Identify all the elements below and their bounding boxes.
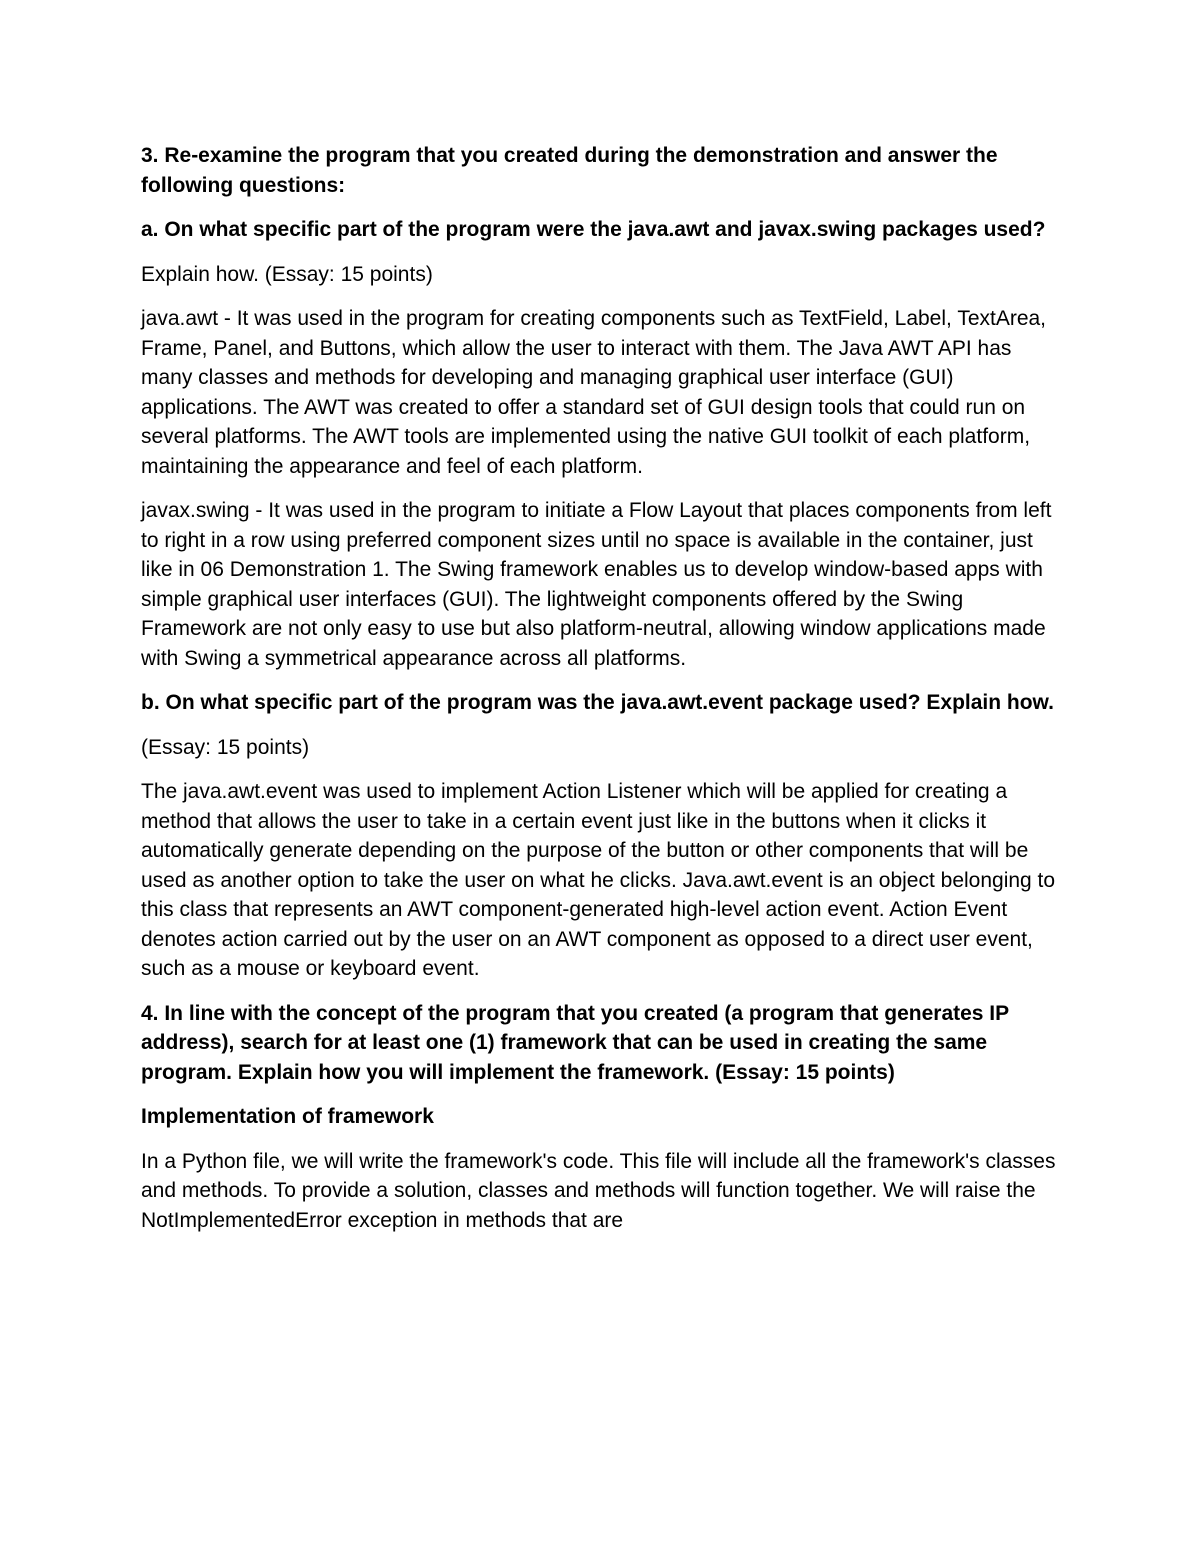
question-3a-heading: a. On what specific part of the program were the java.awt and javax.swing packages used?: [141, 218, 1046, 241]
answer-3a-swing-paragraph: javax.swing - It was used in the program to initiate a Flow Layout that places components from left to right in a row using preferred component sizes until no space is available in the container, just like in 06 Demonstration 1. The Swing framework enables us to develop window-based apps with simple graphical user interfaces (GUI). The lightweight components offered by the Swing Framework are not only easy to use but also platform-neutral, allowing window applications made with Swing a symmetrical appearance across all platforms.: [141, 499, 1052, 670]
document-page: [141, 141, 1066, 1250]
question-3a-instruction: Explain how. (Essay: 15 points): [141, 262, 433, 286]
implementation-paragraph: In a Python file, we will write the framework's code. This file will include all the framework's classes and methods. To provide a solution, classes and methods will function together. We will raise the NotImplementedError exception in methods that are: [141, 1149, 1056, 1232]
question-3-heading: 3. Re-examine the program that you created during the demonstration and answer the following questions:: [141, 144, 998, 197]
implementation-heading: Implementation of framework: [141, 1105, 434, 1128]
question-3b-heading: b. On what specific part of the program was the java.awt.event package used? Explain how.: [141, 691, 1054, 714]
question-4-heading: 4. In line with the concept of the program that you created (a program that generates IP address), search for at least one (1) framework that can be used in creating the same program. Explain how you will implement the framework. (Essay: 15 points): [141, 1001, 1009, 1084]
answer-3b-paragraph: The java.awt.event was used to implement Action Listener which will be applied for creating a method that allows the user to take in a certain event just like in the buttons when it clicks it automatically generate depending on the purpose of the button or other components that will be used as another option to take the user on what he clicks. Java.awt.event is an object belonging to this class that represents an AWT component-generated high-level action event. Action Event denotes action carried out by the user on an AWT component as opposed to a direct user event, such as a mouse or keyboard event.: [141, 780, 1056, 980]
answer-3a-awt-paragraph: java.awt - It was used in the program for creating components such as TextField, Label, TextArea, Frame, Panel, and Buttons, which allow the user to interact with them. The Java AWT API has many classes and methods for developing and managing graphical user interface (GUI) applications. The AWT was created to offer a standard set of GUI design tools that could run on several platforms. The AWT tools are implemented using the native GUI toolkit of each platform, maintaining the appearance and feel of each platform.: [141, 307, 1047, 478]
question-3b-instruction: (Essay: 15 points): [141, 735, 310, 759]
